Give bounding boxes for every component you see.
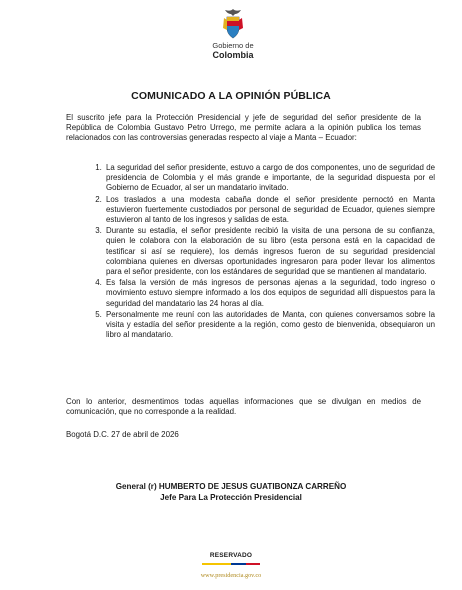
list-item: 1. La seguridad del señor presidente, estuvo a cargo de dos componentes, uno de seguridad de presidencia de Colombia y el más grande e importante, de la seguridad dispuesta por el Gobierno de Ecuador, al ser un mandatario invitado. — [104, 163, 435, 194]
government-logo — [203, 8, 263, 68]
flag-red-stripe — [246, 563, 261, 565]
closing-paragraph: Con lo anterior, desmentimos todas aquellas informaciones que se divulgan en medios de comunicación, que no corresponde a la realidad. — [66, 397, 421, 417]
document-date: Bogotá D.C. 27 de abril de 2026 — [66, 430, 179, 439]
flag-blue-stripe — [231, 563, 246, 565]
list-item: 5. Personalmente me reuní con las autoridades de Manta, con quienes conversamos sobre la visita y estadía del señor presidente a la región, como gesto de bienvenida, obsequiaron un libro al mandatario. — [104, 310, 435, 341]
list-item: 3. Durante su estadía, el señor presidente recibió la visita de una persona de su confianza, quien le colabora con la elaboración de su libro (esta persona está en la capacidad de testificar si así se requiere), los demás ingresos fueron de su seguridad presidencial colombiana quienes en diversas oportunidades ingresaron para poder llevar los alimentos para el señor presidente, con los estándares de seguridad que se mantienen al mandatario. — [104, 226, 435, 277]
classification-label: RESERVADO — [209, 552, 253, 559]
signatory-role: Jefe Para La Protección Presidencial — [160, 493, 302, 502]
points-list — [90, 163, 435, 341]
coat-of-arms-icon — [220, 8, 246, 40]
footer-url[interactable]: www.presidencia.gov.co — [200, 572, 262, 579]
flag-yellow-stripe — [202, 563, 231, 565]
logo-text-line1: Gobierno de — [212, 41, 254, 50]
intro-paragraph: El suscrito jefe para la Protección Presidencial y jefe de seguridad del señor presidente de la República de Colombia Gustavo Petro Urrego, me permite aclara a la opinión publica los temas relacionados con las controversias generadas respecto al viaje a Manta – Ecuador: — [66, 113, 421, 143]
signatory-name: General (r) HUMBERTO DE JESUS GUATIBONZA CARREÑO — [115, 482, 347, 491]
list-item: 2. Los traslados a una modesta cabaña donde el señor presidente pernoctó en Manta estuvieron fuertemente custodiados por personal de seguridad de Ecuador, quienes siempre estuvieron al tanto de los ingresos y salidas de esta. — [104, 195, 435, 226]
flag-stripe — [202, 563, 260, 565]
logo-text-line2: Colombia — [212, 50, 254, 60]
document-title: COMUNICADO A LA OPINIÓN PÚBLICA — [131, 90, 331, 102]
list-item: 4. Es falsa la versión de más ingresos de personas ajenas a la seguridad, todo ingreso o movimiento estuvo siempre informado a los dos equipos de seguridad allí dispuestos para la seguridad del mandatario las 24 horas al día. — [104, 278, 435, 309]
